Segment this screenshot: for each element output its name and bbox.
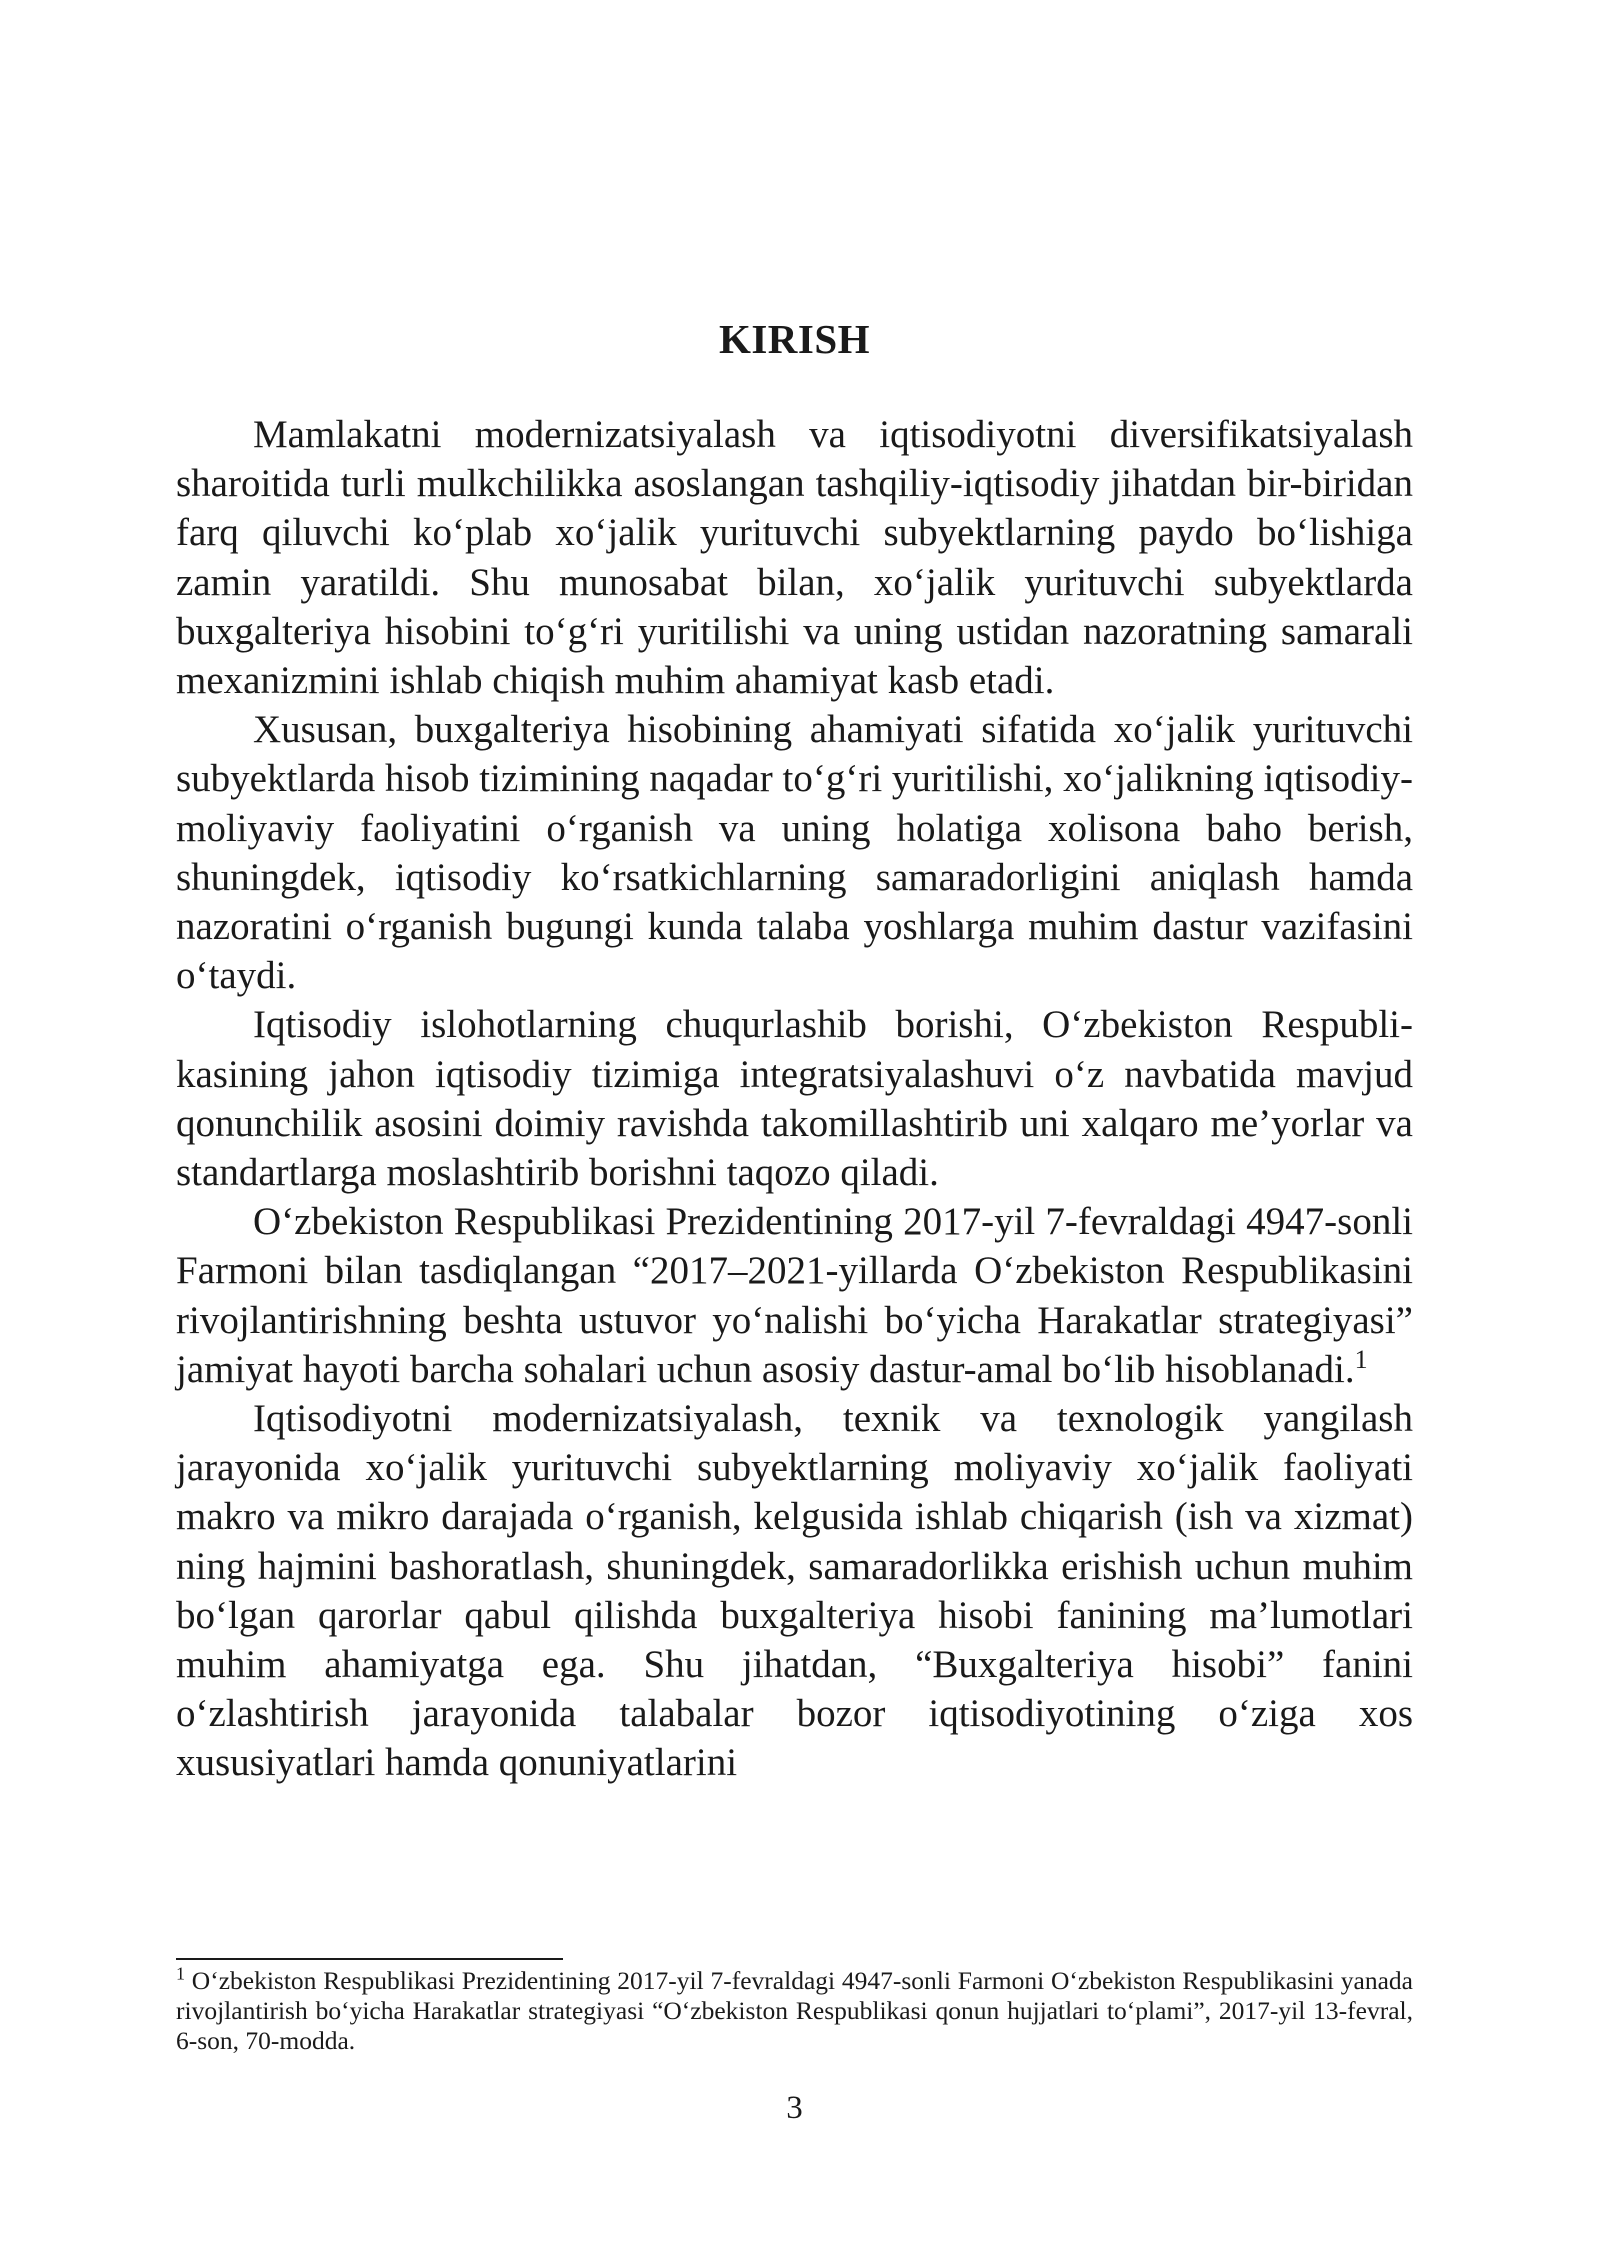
footnote-text: O‘zbekiston Respublikasi Prezidentining 2017-yil 7-fevraldagi 4947-sonli Farmoni O‘zbekiston Respublikasini yanada rivojlantirish bo‘yicha Harakatlar strategiyasi “O‘zbekiston Respublikasi qonun hujjatlari to‘plami”, 2017-yil 13-fevral, 6-son, 70-modda. [176, 1966, 1413, 2055]
paragraph-1: Mamlakatni modernizatsiyalash va iqtisodiyotni diversifikatsiyalash sharoitida turli mulkchilikka asoslangan tashqiliy-iqtisodiy jihatdan bir-biridan farq qiluvchi ko‘plab xo‘jalik yurituvchi subyektlarning paydo bo‘lishiga zamin yaratildi. Shu munosabat bilan, xo‘jalik yurituvchi subyektlarda buxgalteriya hisobini to‘g‘ri yuritilishi va uning ustidan nazoratning samarali mexanizmini ishlab chiqish muhim ahamiyat kasb etadi. [176, 413, 1413, 703]
paragraph-3: Iqtisodiy islohotlarning chuqurlashib borishi, O‘zbekiston Respublikasining jahon iqtisodiy tizimiga integratsiyalashuvi o‘z navbatida mavjud qonunchilik asosini doimiy ravishda takomillashtirib uni xalqaro me’yorlar va standartlarga moslashtirib borishni taqozo qiladi. [176, 1003, 1413, 1195]
footnote [176, 1963, 1413, 2056]
paragraph-2: Xususan, buxgalteriya hisobining ahamiyati sifatida xo‘jalik yurituvchi subyektlarda hisob tizimining naqadar to‘g‘ri yuritilishi, xo‘jalikning iqtisodiy-moliyaviy faoliyatini o‘rganish va uning holatiga xolisona baho berish, shuningdek, iqtisodiy ko‘rsatkichlarning samaradorligini aniqlash hamda nazoratini o‘rganish bugungi kunda talaba yoshlarga muhim dastur vazifasini o‘taydi. [176, 708, 1413, 998]
paragraph-4-text: O‘zbekiston Respublikasi Prezidentining 2017-yil 7-fevraldagi 4947-sonli Farmoni bilan tasdiqlangan “2017–2021-yillarda O‘zbekiston Respublikasini rivojlantirishning beshta ustuvor yo‘nalishi bo‘yicha Harakatlar strategiyasi” jamiyat hayoti barcha sohalari uchun asosiy dastur-amal bo‘lib hisoblanadi. [176, 1200, 1413, 1391]
footnote-marker: 1 [176, 1963, 185, 1984]
footnote-separator [176, 1958, 563, 1960]
paragraph-4 [176, 1197, 1413, 1394]
document-page [176, 0, 1413, 2262]
paragraph-5: Iqtisodiyotni modernizatsiyalash, texnik va texnologik yangilash jarayonida xo‘jalik yurituvchi subyektlarning moliyaviy xo‘jalik faoliyati makro va mikro darajada o‘rganish, kelgusida ishlab chiqarish (ish va xizmat) ning hajmini bashoratlash, shuningdek, samaradorlikka erishish uchun muhim bo‘lgan qarorlar qabul qilishda buxgalteriya hisobi fanining ma’lumotlari muhim ahamiyatga ega. Shu jihatdan, “Buxgalteriya hisobi” fanini o‘zlashtirish jarayonida talabalar bozor iqtisodiyotining o‘ziga xos xususiyatlari hamda qonuniyatlarini [176, 1397, 1413, 1785]
footnote-reference[interactable]: 1 [1354, 1344, 1368, 1374]
body-text [176, 410, 1413, 1788]
page-number: 3 [786, 2090, 803, 2126]
chapter-title: KIRISH [718, 316, 871, 362]
